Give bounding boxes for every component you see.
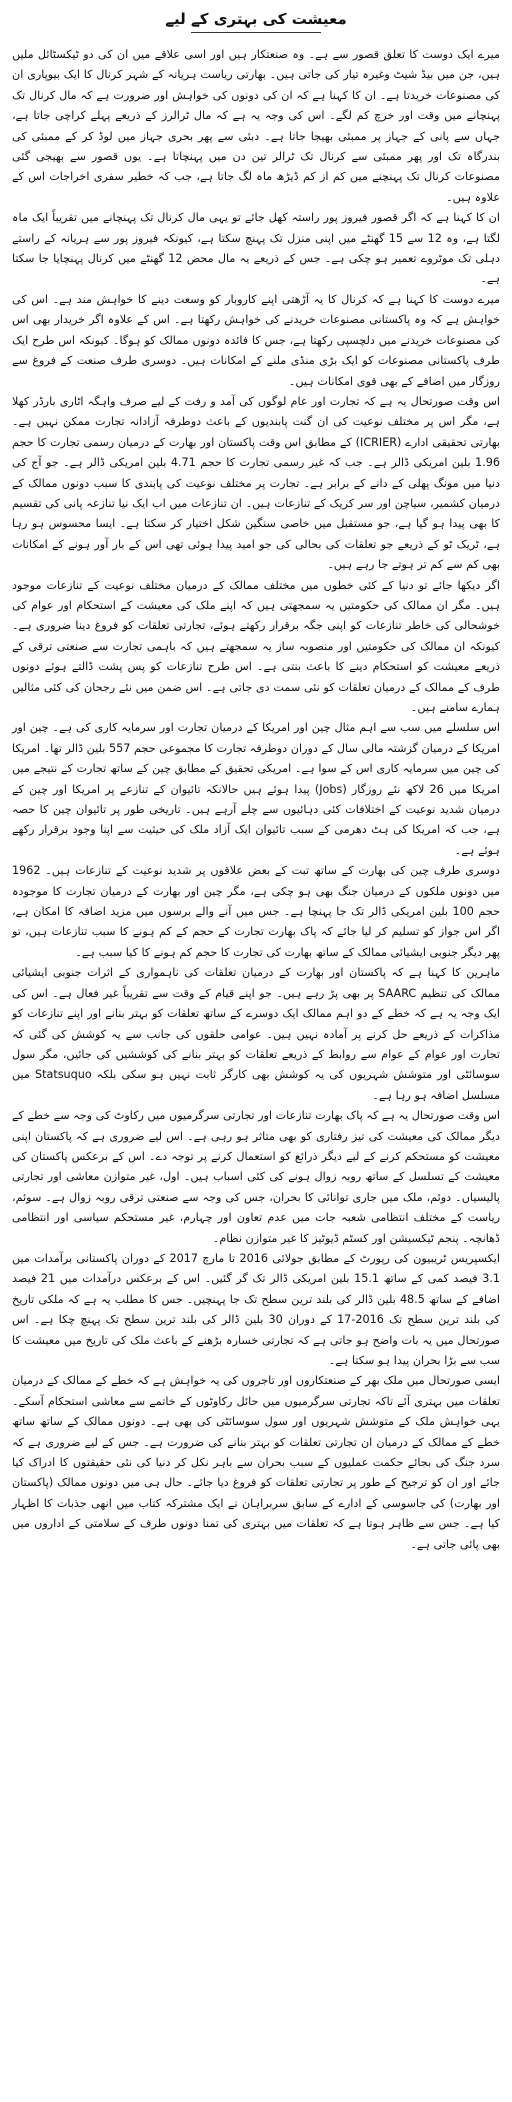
article-paragraph-10: ایکسپریس ٹریبیون کی رپورٹ کے مطابق جولائی 2016 تا مارچ 2017 کے دوران پاکستانی برآمدات میں 3.1 فیصد کمی کے ساتھ 15.1 بلین امریکی ڈالر تک گر گئیں۔ اس کے برعکس درآمدات میں 21 فیصد اضافے کے ساتھ 48.5 بلین ڈالر کی بلند ترین سطح تک جا پہنچیں۔ جس کا مطلب یہ ہے کہ ملکی تاریخ کی بلند ترین سطح تک 2016-17 کے دوران 30 بلین ڈالر کی بلند ترین سطح تک پہنچ چکا ہے۔ اس صورتحال میں یہ بات واضح ہو جاتی ہے کہ تجارتی خسارہ بڑھنے کے باعث ملک کی تاریخ میں معیشت کا سب سے بڑا بحران پیدا ہو سکتا ہے۔: [12, 1251, 501, 1367]
article-paragraph-6: اس سلسلے میں سب سے اہم مثال چین اور امریکا کے درمیان تجارت اور سرمایہ کاری کی ہے۔ چین اور امریکا کے درمیان گزشتہ مالی سال کے دوران دوطرفہ تجارت کا مجموعی حجم 557 بلین ڈالر تھا۔ امریکا کی چین میں سرمایہ کاری اس کے سوا ہے۔ امریکی تحقیق کے مطابق چین کے ساتھ تجارت کے نتیجے میں امریکا میں 26 لاکھ نئے روزگار (Jobs) پیدا ہوئے ہیں حالانکہ تائیوان کے تنازعے پر امریکا اور چین کے درمیان شدید نوعیت کے اختلافات کئی دہائیوں سے چلے آرہے ہیں۔ تاریخی طور پر تائیوان چین کا حصہ ہے، جب کہ امریکا کی ہٹ دھرمی کے سبب تائیوان ایک آزاد ملک کی حیثیت سے اپنا وجود برقرار رکھے ہوئے ہے۔: [12, 721, 500, 857]
title-underline: [191, 32, 321, 33]
article-paragraph-8: ماہرین کا کہنا ہے کہ پاکستان اور بھارت کے درمیان تعلقات کی ناہمواری کے اثرات جنوبی ایشیائی ممالک کی تنظیم SAARC پر بھی پڑ رہے ہیں۔ جو اپنے قیام کے وقت سے تقریباً غیر فعال ہے۔ اس کی ایک وجہ یہ ہے کہ خطے کے دو اہم ممالک ایک دوسرے کے ساتھ تعلقات کو بہتر بنانے اور اپنے تنازعات کو مذاکرات کے ذریعے حل کرنے پر آمادہ نہیں ہیں۔ عوامی حلقوں کی جانب سے یہ کوشش کی گئی کہ تجارت اور عوام کے عوام سے روابط کے ذریعے تعلقات کو بہتر بنانے کی کوششیں کی جائیں، مگر سول سوسائٹی اور متوشش شہریوں کی یہ کوشش بھی کارگر ثابت نہیں ہو سکی بلکہ Statsuquo میں مسلسل اضافہ ہو رہا ہے۔: [12, 966, 500, 1102]
article-paragraph-5: اگر دیکھا جائے تو دنیا کے کئی خطوں میں مختلف ممالک کے درمیان مختلف نوعیت کے تنازعات موجود ہیں۔ مگر ان ممالک کی حکومتیں یہ سمجھتی ہیں کہ اپنے ملک کی معیشت کے استحکام اور عوام کی خوشحالی کی خاطر تنازعات کو اپنی جگہ برقرار رکھتے ہوئے، تجارتی تعلقات کو فروغ دینا ضروری ہے۔ کیونکہ ان ممالک کی حکومتیں اور منصوبہ ساز یہ سمجھتے ہیں کہ باہمی تجارت سے صنعتی ترقی کے ذریعے معیشت کو استحکام دینے کا باعث بنتی ہے۔ اس طرح تنازعات کو پس پشت ڈالتے ہوئے دونوں طرف کے ممالک کے درمیان تعلقات کو نئی سمت دی جاتی ہے۔ اس ضمن میں نئے رجحان کی کئی مثالیں ہمارے سامنے ہیں۔: [12, 578, 500, 714]
article-paragraph-7: دوسری طرف چین کی بھارت کے ساتھ تبت کے بعض علاقوں پر شدید نوعیت کے تنازعات ہیں۔ 1962 میں دونوں ملکوں کے درمیان جنگ بھی ہو چکی ہے، مگر چین اور بھارت کے درمیان تجارت کا موجودہ حجم 100 بلین امریکی ڈالر تک جا پہنچا ہے۔ جس میں آنے والے برسوں میں مزید اضافہ کا امکان ہے، اگر اس جواز کو تسلیم کر لیا جائے کہ پاک بھارت تجارت کے حجم کے کم ہونے کا سبب تنازعات ہیں، تو پھر دیگر جنوبی ایشیائی ممالک کے ساتھ بھارت کی تجارت کا حجم کم ہونے کا کیا سبب ہے۔: [12, 864, 500, 959]
article-paragraph-11: ایسی صورتحال میں ملک بھر کے صنعتکاروں اور تاجروں کی یہ خواہش ہے کہ خطے کے ممالک کے درمیان تعلقات میں بہتری آئے تاکہ تجارتی سرگرمیوں میں حائل رکاوٹوں کے خاتمے سے معاشی استحکام آسکے۔ یہی خواہش ملک کے متوشش شہریوں اور سول سوسائٹی کی بھی ہے۔ دونوں ممالک کے ساتھ ساتھ خطے کے ممالک کے درمیان ان تجارتی تعلقات کو بہتر بنانے کی ضرورت ہے۔ جس کے لیے ضروری ہے کہ سرد جنگ کی بجائے حکمت عملیوں کے سبب بحران سے باہر نکل کر دنیا کی نئی حقیقتوں کا ادراک کیا جائے اور ان کو ترجیح کے طور پر تجارتی تعلقات کو فروغ دیا جائے۔ حال ہی میں دونوں ممالک (پاکستان اور بھارت) کی جاسوسی کے ادارے کے سابق سربراہان نے ایک مشترکہ کتاب میں انھی جذبات کا اظہار کیا ہے۔ جس سے ظاہر ہوتا ہے کہ تعلقات میں بہتری کی تمنا دونوں طرف کے سلامتی کے اداروں میں بھی پائی جاتی ہے۔: [12, 1374, 500, 1551]
article-title: معیشت کی بہتری کے لیے: [165, 10, 347, 28]
article-paragraph-9: اس وقت صورتحال یہ ہے کہ پاک بھارت تنازعات اور تجارتی سرگرمیوں میں رکاوٹ کی وجہ سے خطے کے دیگر ممالک کی معیشت کی تیز رفتاری کو بھی متاثر ہو رہی ہے۔ اس لیے ضروری ہے کہ پاکستان اپنی معیشت کو مستحکم کرنے کے لیے دیگر ذرائع کو استعمال کرنے پر توجہ دے۔ اس کے برعکس پاکستان کی معیشت کے تسلسل کے ساتھ روبہ زوال ہونے کی کئی اسباب ہیں۔ اول، غیر متوازن معاشی اور تجارتی پالیسیاں۔ دوئم، ملک میں جاری توانائی کا بحران، جس کی وجہ سے صنعتی ترقی روبہ زوال ہے۔ سوئم، ریاست کے مختلف انتظامی شعبہ جات میں عدم تعاون اور چہارم، غیر مستحکم سیاسی اور انتظامی ڈھانچہ۔ پنجم ٹیکسیشن اور کسٹم ڈیوٹیز کا غیر متوازن نظام۔: [12, 1109, 500, 1245]
article-paragraph-1: میرے ایک دوست کا تعلق قصور سے ہے۔ وہ صنعتکار ہیں اور اسی علاقے میں ان کی دو ٹیکسٹائل ملیں ہیں، جن میں بیڈ شیٹ وغیرہ تیار کی جاتی ہیں۔ بھارتی ریاست ہریانہ کے شہر کرنال کا ایک بیوپاری ان کی مصنوعات خریدتا ہے۔ ان کا کہنا ہے کہ ان کی دونوں کی خواہش اور ضرورت ہے کہ مال کرنال تک پہنچانے میں وقت اور خرچ کم لگے۔ اس کی وجہ یہ ہے کہ مال ٹرالرز کے ذریعے پہلے کراچی جاتا ہے، جہاں سے پانی کے جہاز پر ممبئی بھیجا جاتا ہے۔ دبئی سے پھر بحری جہاز میں لوڈ کر کے ممبئی کی بندرگاہ تک اور پھر ممبئی سے کرنال تک ٹرالر تین دن میں پہنچاتا ہے۔ یوں قصور سے بھیجی گئی مصنوعات کرنال تک پہنچنے میں کم از کم ڈیڑھ ماہ لگ جاتا ہے، جب کہ خطیر سفری اخراجات اس کے علاوہ ہیں۔: [12, 48, 500, 204]
article-paragraph-3: میرے دوست کا کہنا ہے کہ کرنال کا یہ آڑھتی اپنے کاروبار کو وسعت دینے کا خواہش مند ہے۔ اس کی خواہش ہے کہ وہ پاکستانی مصنوعات خریدنے کی خواہش رکھتا ہے۔ اس کے علاوہ اگر خریدار بھی اس کی مصنوعات خریدنے میں دلچسپی رکھتا ہے، جس کا فائدہ دونوں ممالک کو ہوگا۔ کیونکہ اس طرح ایک طرف پاکستانی مصنوعات کو ایک بڑی منڈی ملنے کے امکانات ہیں۔ دوسری طرف صنعت کے فروغ سے روزگار میں اضافے کے بھی قوی امکانات ہیں۔: [12, 292, 500, 388]
article-paragraph-2: ان کا کہنا ہے کہ اگر قصور فیروز پور راستہ کھل جائے تو یہی مال کرنال تک پہنچانے میں تقریباً ایک ماہ لگتا ہے، وہ 12 سے 15 گھنٹے میں اپنی منزل تک پہنچ سکتا ہے، کیونکہ فیروز پور سے ہریانہ کے راستے دہلی تک موٹروے تعمیر ہو چکی ہے۔ جس کے ذریعے یہ مال محض 12 گھنٹے میں کرنال پہنچایا جا سکتا ہے۔: [12, 211, 501, 286]
article-paragraph-4: اس وقت صورتحال یہ ہے کہ تجارت اور عام لوگوں کی آمد و رفت کے لیے صرف واہگہ اٹاری بارڈر کھلا ہے، مگر اس پر مختلف نوعیت کی ان گنت پابندیوں کے باعث دوطرفہ آزادانہ تجارت ممکن نہیں ہے۔ بھارتی تحقیقی ادارے (ICRIER) کے مطابق اس وقت پاکستان اور بھارت کے درمیان رسمی تجارت کا حجم 1.96 بلین امریکی ڈالر ہے۔ جب کہ غیر رسمی تجارت کا حجم 4.71 بلین امریکی ڈالر ہے۔ جو آج کی دنیا میں مونگ پھلی کے دانے کے برابر ہے۔ تجارت پر مختلف نوعیت کی پابندی کا سبب دونوں ممالک کے درمیان کشمیر، سیاچن اور سر کریک کے تنازعات ہیں۔ ان تنازعات میں اب ایک نیا تنازعہ پانی کی تقسیم کا بھی پیدا ہو گیا ہے، جو مستقبل میں خاصی سنگین شکل اختیار کر سکتا ہے۔ ایسا محسوس ہو رہا ہے، ٹریک ٹو کے ذریعے جو تعلقات کی بحالی کی جو امید پیدا ہوئی تھی اس کے بار آور ہونے کے امکانات بھی کم سے کم تر ہوتے جا رہے ہیں۔: [12, 394, 500, 572]
